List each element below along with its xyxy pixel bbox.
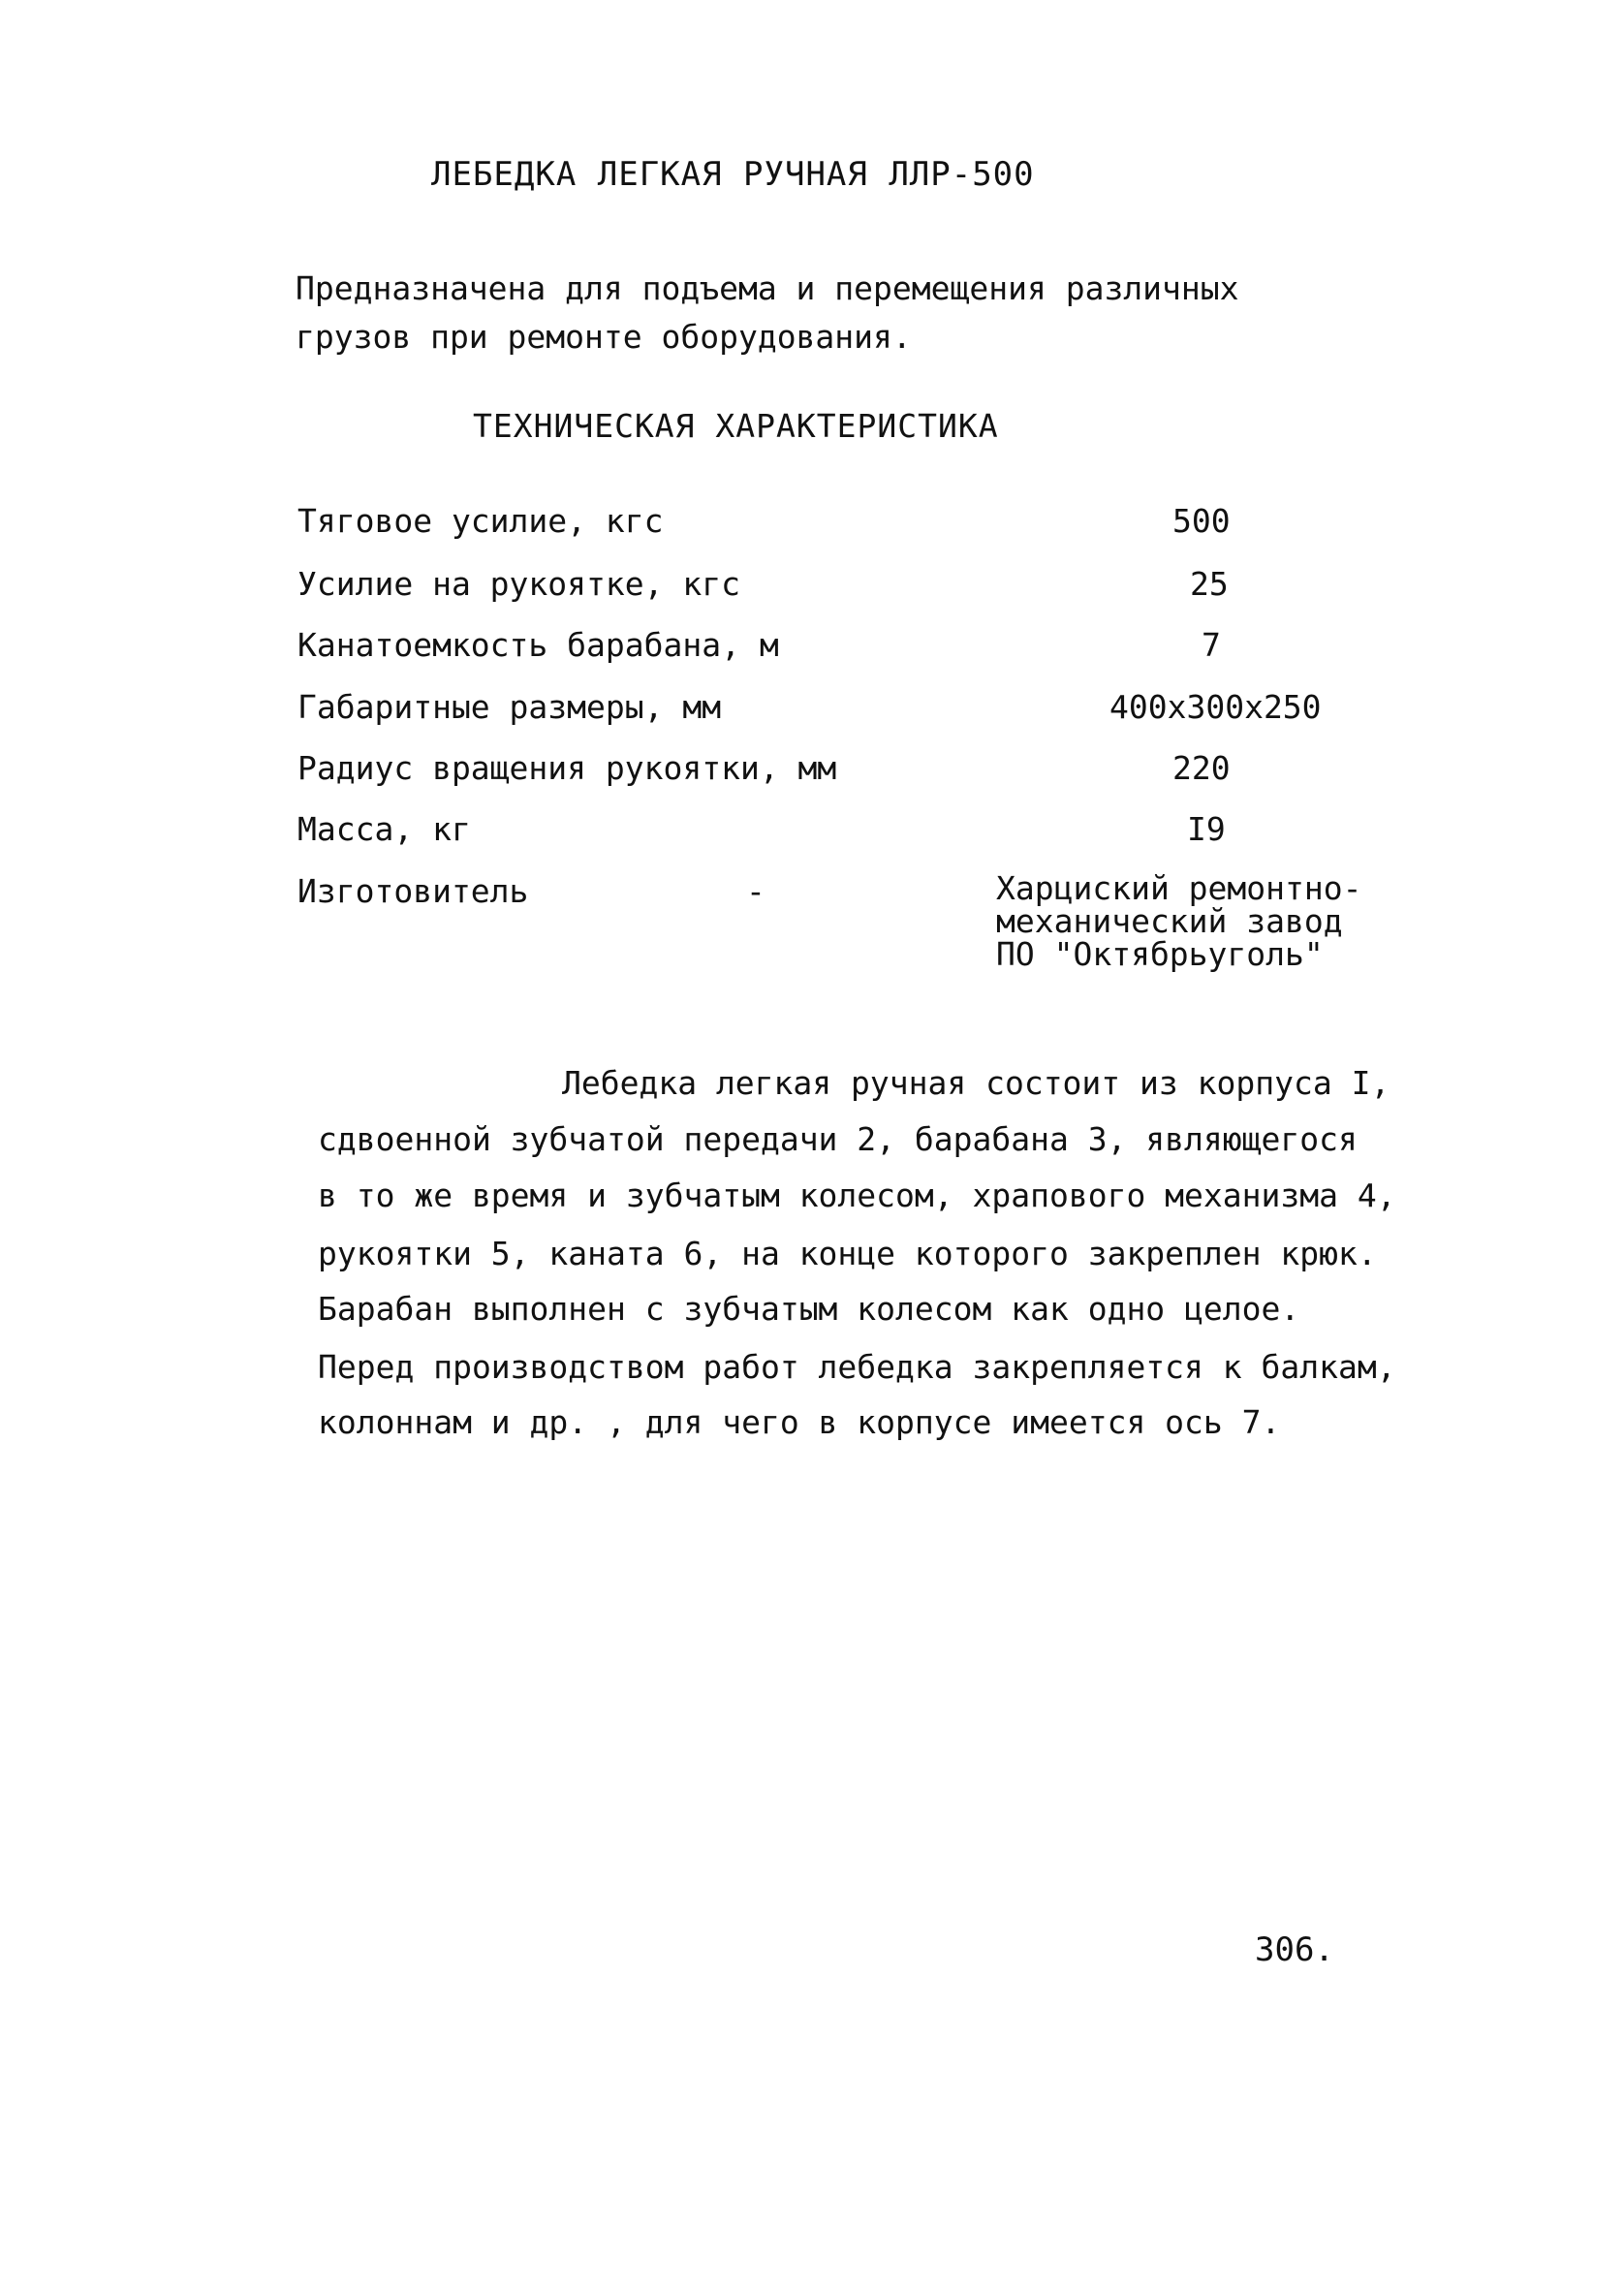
spec-label-manufacturer: Изготовитель [297,872,529,910]
spec-label-handle-radius: Радиус вращения рукоятки, мм [297,749,837,787]
page-number: 306. [1255,1930,1334,1969]
spec-value-mass: I9 [1187,810,1226,848]
spec-value-handle-force: 25 [1190,565,1229,603]
purpose-paragraph: Предназначена для подъема и перемещения различных грузов при ремонте оборудования. [296,269,1239,356]
spec-value-traction: 500 [1172,502,1231,540]
description-line-2: сдвоенной зубчатой передачи 2, барабана 3, являющегося [318,1120,1358,1158]
spec-label-traction: Тяговое усилие, кгс [297,502,664,540]
spec-value-handle-radius: 220 [1172,749,1231,787]
spec-value-drum-capacity: 7 [1202,626,1221,664]
spec-label-drum-capacity: Канатоемкость барабана, м [297,626,779,664]
description-line-7: колоннам и др. , для чего в корпусе имеется ось 7. [318,1403,1281,1441]
spec-value-manufacturer: Харциский ремонтно- механический завод ПО "Октябрьуголь" [996,869,1362,973]
description-line-5: Барабан выполнен с зубчатым колесом как одно целое. [318,1290,1300,1328]
description-line-6: Перед производством работ лебедка закрепляется к балкам, [318,1348,1396,1386]
description-line-1: Лебедка легкая ручная состоит из корпуса I, [562,1064,1390,1102]
specs-heading: ТЕХНИЧЕСКАЯ ХАРАКТЕРИСТИКА [473,407,999,445]
spec-label-mass: Масса, кг [297,810,471,848]
spec-label-dimensions: Габаритные размеры, мм [297,688,722,726]
spec-label-handle-force: Усилие на рукоятке, кгс [297,565,740,603]
spec-dash: - [746,872,765,910]
spec-value-dimensions: 400х300х250 [1109,688,1322,726]
description-line-3: в то же время и зубчатым колесом, храпового механизма 4, [318,1176,1396,1214]
description-line-4: рукоятки 5, каната 6, на конце которого закреплен крюк. [318,1235,1377,1272]
document-title: ЛЕБЕДКА ЛЕГКАЯ РУЧНАЯ ЛЛР-500 [431,155,1035,194]
